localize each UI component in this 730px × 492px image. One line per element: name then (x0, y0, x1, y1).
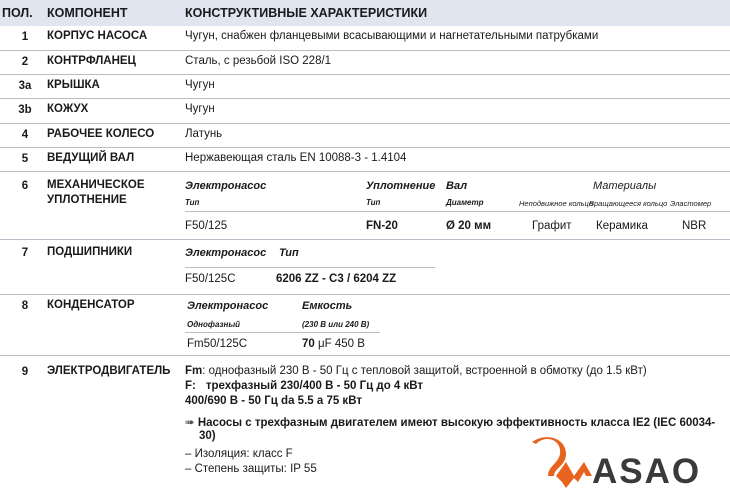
row-number: 3b (18, 104, 32, 116)
capacitor-value-unit: μF 450 В (314, 338, 365, 350)
motor-insulation: – Изоляция: класс F (185, 448, 293, 460)
capacitor-header-pump: Электронасос (187, 300, 269, 312)
motor-note-line2: 30) (199, 430, 216, 442)
seal-sub-rotating-ring: Вращающееся кольцо (589, 199, 668, 208)
table-row-bearings (0, 239, 730, 295)
motor-note-line1: Насосы с трехфазным двигателем имеют высокую эффективность класса IE2 (IEC 60034- (197, 417, 716, 429)
seal-header-shaft: Вал (446, 180, 468, 192)
capacitor-value-number: 70 (302, 338, 315, 350)
row-number: 6 (21, 180, 29, 192)
header-pos: ПОЛ. (2, 6, 33, 20)
seal-value-shaft: Ø 20 мм (446, 220, 492, 232)
bearings-value-pump: F50/125C (185, 273, 236, 285)
motor-f-text: трехфазный 230/400 В - 50 Гц до 4 кВт (205, 380, 424, 392)
row-number: 1 (21, 31, 29, 43)
seal-header-seal: Уплотнение (366, 180, 436, 192)
row-number: 2 (21, 56, 29, 68)
row-component: КОНТРФЛАНЕЦ (47, 55, 136, 67)
seal-sub-fixed-ring: Неподвижное кольцо (519, 199, 594, 208)
motor-fm-text: : однофазный 230 В - 50 Гц с тепловой защитой, встроенной в обмотку (до 1.5 кВт) (202, 365, 647, 377)
asao-logo-mark (532, 436, 594, 488)
row-component: КОЖУХ (47, 103, 89, 115)
seal-value-fixed: Графит (532, 220, 572, 232)
row-value: Чугун, снабжен фланцевыми всасывающими и нагнетательными патрубками (185, 30, 599, 42)
capacitor-header-capacity: Емкость (302, 300, 353, 312)
motor-fm-label: Fm (185, 365, 203, 377)
seal-value-seal: FN-20 (366, 220, 398, 232)
table-row (0, 26, 730, 50)
row-value: Нержавеющая сталь EN 10088-3 - 1.4104 (185, 152, 407, 164)
row-component: ВЕДУЩИЙ ВАЛ (47, 152, 135, 164)
seal-sub-type: Тип (185, 198, 200, 207)
table-header (0, 0, 730, 26)
table-row (0, 123, 730, 148)
capacitor-sub-voltage: (230 В или 240 В) (302, 320, 370, 329)
table-row-capacitor (0, 294, 730, 356)
bearings-divider (185, 267, 435, 268)
motor-f-label: F: (185, 380, 196, 392)
capacitor-value-capacity (302, 338, 365, 350)
motor-f-line (185, 380, 423, 392)
asao-logo-text: ASAO (592, 452, 702, 491)
seal-sub-diameter: Диаметр (446, 198, 484, 207)
table-row (0, 74, 730, 99)
row-number: 5 (21, 153, 29, 165)
motor-f-line2: 400/690 В - 50 Гц da 5.5 а 75 кВт (185, 395, 362, 407)
seal-header-materials: Материалы (593, 180, 657, 192)
table-row (0, 147, 730, 172)
row-component: КОРПУС НАСОСА (47, 30, 148, 42)
row-number: 7 (21, 247, 29, 259)
row-component (47, 178, 145, 208)
seal-sub-type: Тип (366, 198, 381, 207)
seal-name-line1: МЕХАНИЧЕСКОЕ (47, 179, 145, 191)
row-value: Сталь, с резьбой ISO 228/1 (185, 55, 332, 67)
row-number: 9 (21, 366, 29, 378)
motor-protection: – Степень защиты: IP 55 (185, 463, 317, 475)
arrow-icon: ➠ (185, 417, 195, 429)
bearings-header-type: Тип (279, 247, 299, 259)
row-value: Латунь (185, 128, 223, 140)
seal-name-line2: УПЛОТНЕНИЕ (47, 194, 127, 206)
row-component: КРЫШКА (47, 79, 100, 91)
bearings-value-type: 6206 ZZ - C3 / 6204 ZZ (276, 273, 397, 285)
seal-value-elastomer: NBR (682, 220, 707, 232)
table-row-seal (0, 171, 730, 240)
row-number: 3a (18, 80, 32, 92)
header-component: КОМПОНЕНТ (47, 6, 128, 20)
row-number: 8 (21, 300, 29, 312)
seal-value-pump: F50/125 (185, 220, 228, 232)
seal-divider (185, 211, 730, 212)
row-component: РАБОЧЕЕ КОЛЕСО (47, 128, 155, 140)
row-component: ПОДШИПНИКИ (47, 246, 133, 258)
row-component: ЭЛЕКТРОДВИГАТЕЛЬ (47, 365, 171, 377)
seal-header-pump: Электронасос (185, 180, 267, 192)
table-row (0, 98, 730, 123)
capacitor-value-pump: Fm50/125C (187, 338, 248, 350)
capacitor-divider (185, 332, 380, 333)
row-value: Чугун (185, 79, 215, 91)
row-component: КОНДЕНСАТОР (47, 299, 135, 311)
header-design: КОНСТРУКТИВНЫЕ ХАРАКТЕРИСТИКИ (185, 6, 428, 20)
row-value: Чугун (185, 103, 215, 115)
motor-note (185, 415, 715, 429)
row-number: 4 (21, 129, 29, 141)
seal-sub-elastomer: Эластомер (670, 199, 712, 208)
capacitor-sub-phase: Однофазный (187, 320, 241, 329)
motor-fm-line (185, 365, 647, 377)
table-row (0, 50, 730, 75)
seal-value-rotating: Керамика (596, 220, 648, 232)
bearings-header-pump: Электронасос (185, 247, 267, 259)
